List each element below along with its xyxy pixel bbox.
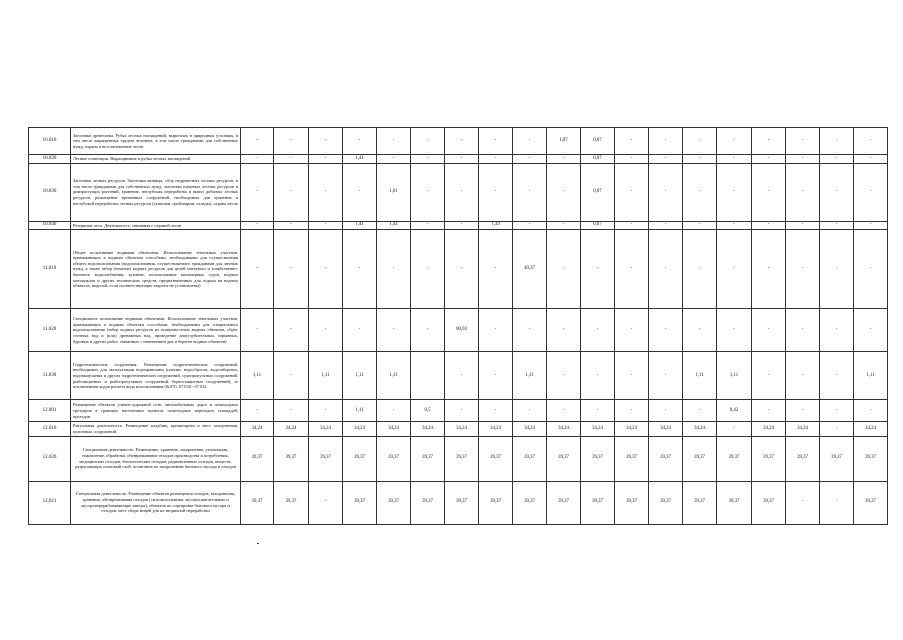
rate-cell: - [683, 400, 717, 422]
table-row [29, 400, 888, 422]
rate-cell: - [820, 128, 854, 155]
rate-cell: - [786, 481, 820, 524]
row-code: 10.020 [29, 155, 71, 164]
rate-cell: - [479, 352, 513, 400]
rate-cell: 39,37 [479, 481, 513, 524]
rate-cell: - [752, 221, 786, 230]
rate-cell: - [581, 352, 615, 400]
rate-cell: 0,87 [581, 221, 615, 230]
rate-cell: - [717, 230, 752, 309]
rate-cell: 1,41 [343, 221, 377, 230]
rate-cell: 39,37 [581, 481, 615, 524]
rate-cell: 34,24 [479, 422, 513, 436]
rate-cell: 39,37 [854, 481, 888, 524]
rate-cell: - [581, 309, 615, 352]
rate-cell: - [241, 400, 274, 422]
rate-cell: - [649, 309, 683, 352]
rate-cell: 39,37 [445, 436, 479, 481]
rate-cell: - [649, 400, 683, 422]
rate-cell: 39,37 [411, 436, 445, 481]
rate-cell: 34,24 [683, 422, 717, 436]
rate-cell: - [513, 163, 547, 221]
rate-cell: - [309, 230, 343, 309]
rate-cell: - [854, 128, 888, 155]
rate-cell: - [786, 230, 820, 309]
rate-cell: - [411, 221, 445, 230]
rate-cell: 39,37 [411, 481, 445, 524]
rate-cell: - [309, 400, 343, 422]
rate-cell: - [615, 352, 649, 400]
rate-cell: - [445, 221, 479, 230]
rate-cell: - [786, 221, 820, 230]
row-description: Специальная деятельность. Размещение, хранение, захоронение, утилизация, накопление, обработка, обезвреживание отходов производства и потребления, медицинских отходов, биологических отходов, радиоактивных отходов, веществ, разрушающих озоновый слой, полигонов по захоронению бытового мусора и отходов [71, 436, 241, 481]
row-code: 10.040 [29, 221, 71, 230]
rate-cell: - [309, 221, 343, 230]
rate-cell: - [343, 230, 377, 309]
rate-cell: 39,37 [683, 481, 717, 524]
table-row [29, 128, 888, 155]
rate-cell: 34,24 [581, 422, 615, 436]
rate-cell: - [241, 230, 274, 309]
rate-cell: 39,37 [241, 481, 274, 524]
rate-cell: 39,37 [513, 436, 547, 481]
rate-cell: 39,37 [786, 436, 820, 481]
rate-cell: - [786, 163, 820, 221]
row-description: Заготовка лесных ресурсов. Заготовка живицы, сбор недревесных лесных ресурсов, в том числе гражданами для собственных нужд, заготовка пищевых лесных ресурсов и дикорастущих растений, хранение, неглубокая переработка и вывоз добытых лесных ресурсов, размещение временных сооружений, необходимых для хранения и неглубокой переработки лесных ресурсов (сушилки, грибоварни, склады), охрана лесов [71, 163, 241, 221]
rate-cell: 39,37 [377, 481, 411, 524]
rate-cell: - [479, 128, 513, 155]
rate-cell: 34,24 [274, 422, 309, 436]
rate-cell: - [343, 128, 377, 155]
rate-cell [411, 352, 445, 400]
rate-cell: - [752, 155, 786, 164]
rate-cell: 34,24 [752, 422, 786, 436]
rate-cell: - [820, 400, 854, 422]
rate-cell: 0,87 [581, 163, 615, 221]
row-code: 11.030 [29, 352, 71, 400]
rate-cell: - [309, 163, 343, 221]
rate-cell: - [752, 400, 786, 422]
rate-cell: 1,11 [683, 352, 717, 400]
row-code: 12.001 [29, 400, 71, 422]
rate-cell: - [547, 309, 581, 352]
rate-cell: - [615, 128, 649, 155]
rate-cell: - [445, 155, 479, 164]
row-description: Размещение объектов улично-дорожной сети, автомобильных дорог и пешеходных тротуаров в границах населенных пунктов, пешеходных переходов, площадей, проездов [71, 400, 241, 422]
rate-cell: 40,37 [513, 230, 547, 309]
rate-cell: - [445, 400, 479, 422]
rate-cell: 34,24 [513, 422, 547, 436]
rate-cell: 34,24 [241, 422, 274, 436]
rate-cell: - [752, 163, 786, 221]
rate-cell: - [683, 309, 717, 352]
rate-cell: 39,37 [343, 436, 377, 481]
rate-cell: 34,24 [411, 422, 445, 436]
row-code: 10.030 [29, 163, 71, 221]
rate-cell: - [241, 221, 274, 230]
rate-cell: - [649, 128, 683, 155]
rate-cell: - [411, 128, 445, 155]
rate-cell: - [411, 309, 445, 352]
rate-cell: - [377, 128, 411, 155]
row-description: Заготовка древесины. Рубка лесных насаждений, выросших в природных условиях, в том числе выращенных трудом человека, в том числе гражданами для собственных нужд, охрана и восстановление лесов [71, 128, 241, 155]
rate-cell: 1,41 [343, 155, 377, 164]
rate-cell: 39,37 [309, 436, 343, 481]
rate-cell: - [615, 309, 649, 352]
rate-cell: - [547, 155, 581, 164]
row-code: 12.020 [29, 436, 71, 481]
rate-cell: - [274, 309, 309, 352]
rate-cell: 39,37 [445, 481, 479, 524]
rate-cell: - [683, 163, 717, 221]
rate-cell: - [411, 155, 445, 164]
rate-cell: - [683, 155, 717, 164]
row-code: 11.010 [29, 230, 71, 309]
rate-cell: - [615, 400, 649, 422]
rate-cell: 39,37 [274, 436, 309, 481]
rate-cell: - [479, 400, 513, 422]
rate-cell: - [820, 422, 854, 436]
rate-cell: - [241, 155, 274, 164]
rate-cell: - [377, 155, 411, 164]
rate-cell: - [786, 155, 820, 164]
rate-cell: - [683, 128, 717, 155]
rate-cell: - [513, 155, 547, 164]
rate-cell: 34,24 [377, 422, 411, 436]
rate-cell: 34,24 [309, 422, 343, 436]
rate-cell: - [752, 309, 786, 352]
rate-cell: - [854, 230, 888, 309]
rate-cell: - [752, 352, 786, 400]
rate-cell: 1,11 [513, 352, 547, 400]
rate-cell: 0,42 [717, 400, 752, 422]
table-row [29, 481, 888, 524]
rate-cell: 80,93 [445, 309, 479, 352]
rate-cell: - [547, 163, 581, 221]
rate-cell: - [786, 352, 820, 400]
rate-cell: - [854, 309, 888, 352]
rate-cell: - [445, 230, 479, 309]
table-row [29, 309, 888, 352]
rate-cell: - [274, 400, 309, 422]
rate-cell: 39,37 [683, 436, 717, 481]
rate-cell: 39,37 [513, 481, 547, 524]
rate-cell: 39,37 [649, 481, 683, 524]
rate-cell: - [547, 221, 581, 230]
rate-cell: - [615, 230, 649, 309]
rate-cell: - [309, 309, 343, 352]
rate-cell: - [411, 163, 445, 221]
rate-cell: - [274, 221, 309, 230]
row-description: Лесные плантации. Выращивание и рубка лесных насаждений [71, 155, 241, 164]
rate-cell: 39,37 [717, 436, 752, 481]
rate-cell: 1,11 [343, 400, 377, 422]
table-row [29, 352, 888, 400]
rate-cell: - [343, 309, 377, 352]
rate-cell: - [377, 309, 411, 352]
rate-cell: - [513, 400, 547, 422]
rate-cell: - [615, 163, 649, 221]
rate-cell: - [854, 163, 888, 221]
rate-cell: - [411, 230, 445, 309]
rate-cell: 39,37 [820, 436, 854, 481]
rate-cell: - [445, 352, 479, 400]
rate-cell: - [820, 309, 854, 352]
rate-cell: 1,11 [309, 352, 343, 400]
rate-cell: - [717, 309, 752, 352]
rate-cell: 1,39 [479, 221, 513, 230]
rate-cell: 39,37 [752, 481, 786, 524]
rate-cell: 39,37 [274, 481, 309, 524]
rate-cell: - [547, 352, 581, 400]
rate-cell: 39,37 [649, 436, 683, 481]
rate-cell: 39,37 [752, 436, 786, 481]
rate-cell: - [513, 309, 547, 352]
rate-cell: - [241, 128, 274, 155]
row-description: Гидротехнические сооружения. Размещение гидротехнических сооружений, необходимых для эксплуатации водохранилищ (плотин, водосбросов, водозаборных, водовыпускных и других гидротехнических сооружений, судопропускных сооружений, рыбозащитных и рыбопропускных сооружений, берегозащитных сооружений), за исключением кодов расчета вида использования 06.070, 07.030 - 07.032 [71, 352, 241, 400]
rate-cell: 39,37 [615, 436, 649, 481]
rate-cell: - [241, 309, 274, 352]
rate-cell: 1,87 [547, 128, 581, 155]
rate-cell: - [274, 128, 309, 155]
rate-cell: 1,11 [717, 352, 752, 400]
row-code: 10.010 [29, 128, 71, 155]
rate-cell: 1,11 [854, 352, 888, 400]
rate-cell: - [649, 230, 683, 309]
rate-cell: - [581, 230, 615, 309]
rate-cell: - [786, 128, 820, 155]
rate-cell: 0,5 [411, 400, 445, 422]
rate-cell: 39,37 [479, 436, 513, 481]
rate-cell: - [649, 155, 683, 164]
rate-cell: - [547, 230, 581, 309]
rate-cell: 39,37 [615, 481, 649, 524]
rate-cell: 39,37 [717, 481, 752, 524]
rate-cell: - [786, 400, 820, 422]
rate-cell: - [377, 400, 411, 422]
table-row [29, 422, 888, 436]
rate-cell: - [445, 163, 479, 221]
rate-cell: - [479, 230, 513, 309]
rate-cell: 34,24 [615, 422, 649, 436]
rate-cell: - [820, 352, 854, 400]
rate-cell: 0,87 [581, 128, 615, 155]
rate-cell: - [547, 400, 581, 422]
scan-mark [257, 543, 259, 544]
rate-cell: 39,37 [547, 481, 581, 524]
rate-cell: - [854, 155, 888, 164]
rate-cell: - [343, 163, 377, 221]
row-code: 11.020 [29, 309, 71, 352]
row-description: Специальное пользование водными объектами. Использование земельных участков, примыкающих к водным объектам способами, необходимыми для специального водопользования (забор водных ресурсов из поверхностных водных объектов, сброс сточных вод и (или) дренажных вод, проведение дноуглубительных, взрывных, буровых и других работ, связанных с изменением дна и берегов водных объектов) [71, 309, 241, 352]
rate-cell: - [854, 400, 888, 422]
land-use-rates-table [28, 127, 888, 525]
rate-cell: 39,37 [377, 436, 411, 481]
rate-cell: - [820, 155, 854, 164]
rate-cell: 39,37 [581, 436, 615, 481]
rate-cell: 1,11 [343, 352, 377, 400]
rate-cell: - [717, 155, 752, 164]
rate-cell: 34,24 [649, 422, 683, 436]
table-row [29, 163, 888, 221]
rate-cell: 1,61 [377, 163, 411, 221]
rate-cell: - [615, 221, 649, 230]
table-row [29, 436, 888, 481]
rate-cell: - [274, 155, 309, 164]
rate-cell: - [717, 163, 752, 221]
row-description: Резервные леса. Деятельность, связанная с охраной лесов [71, 221, 241, 230]
row-description: Общее пользование водными объектами. Использование земельных участков, примыкающих к водным объектам способами, необходимыми для осуществления общего водопользования (водопользования, осуществляемого гражданами для личных нужд, а также забор (изъятие) водных ресурсов для целей питьевого и хозяйственно-бытового водоснабжения, купание, использование маломерных судов, водных мотоциклов и других технических средств, предназначенных для отдыха на водных объектах, водопой, если соответствующие запреты не установлены) [71, 230, 241, 309]
row-description: Ритуальная деятельность. Размещение кладбищ, крематориев и мест захоронения, культовых сооружений [71, 422, 241, 436]
rate-cell: - [479, 163, 513, 221]
rate-cell: - [274, 230, 309, 309]
rate-cell: 39,37 [241, 436, 274, 481]
rate-cell: - [309, 481, 343, 524]
rate-cell: - [581, 400, 615, 422]
rate-cell: - [820, 230, 854, 309]
rate-cell: - [649, 221, 683, 230]
rate-cell: - [241, 163, 274, 221]
rate-cell: - [274, 352, 309, 400]
rate-cell: 1,44 [377, 221, 411, 230]
table-row [29, 221, 888, 230]
rate-cell: - [445, 128, 479, 155]
rate-cell: - [820, 163, 854, 221]
rate-cell: 39,37 [854, 436, 888, 481]
rate-cell: - [683, 221, 717, 230]
rate-cell: - [377, 230, 411, 309]
rate-cell: - [479, 155, 513, 164]
rate-cell: - [274, 163, 309, 221]
rate-cell: - [820, 481, 854, 524]
rate-cell: - [854, 221, 888, 230]
rate-cell: 39,37 [547, 436, 581, 481]
rate-cell: - [479, 309, 513, 352]
rate-cell: - [786, 309, 820, 352]
rate-cell: 1,11 [241, 352, 274, 400]
rate-cell: - [717, 128, 752, 155]
rate-cell: 34,24 [445, 422, 479, 436]
rate-cell: - [649, 352, 683, 400]
rate-cell: 1,11 [377, 352, 411, 400]
rate-cell: - [752, 230, 786, 309]
rate-cell: 34,24 [547, 422, 581, 436]
rate-cell: - [615, 155, 649, 164]
row-code: 12.010 [29, 422, 71, 436]
rate-cell: - [683, 230, 717, 309]
table-row [29, 230, 888, 309]
rate-cell: - [717, 422, 752, 436]
rate-cell: - [752, 128, 786, 155]
rate-cell: - [513, 128, 547, 155]
rate-cell: - [717, 221, 752, 230]
rate-cell: - [309, 128, 343, 155]
rate-cell: - [513, 221, 547, 230]
rate-cell: - [309, 155, 343, 164]
row-code: 12.021 [29, 481, 71, 524]
row-description: Специальная деятельность. Размещение объектов размещения отходов, захоронения, хранения, обезвреживания отходов (скотомогильники, мусоросжигательные и мусороперерабатывающие заводы), объектов по сортировке бытового мусора и отходов, мест сбора вещей для их вторичной переработки [71, 481, 241, 524]
rate-cell: 39,37 [343, 481, 377, 524]
rate-cell: - [820, 221, 854, 230]
rate-cell: 34,24 [854, 422, 888, 436]
rate-cell: - [649, 163, 683, 221]
table-row [29, 155, 888, 164]
rate-cell: 34,24 [343, 422, 377, 436]
rate-cell: 0,87 [581, 155, 615, 164]
rate-cell: 34,24 [786, 422, 820, 436]
